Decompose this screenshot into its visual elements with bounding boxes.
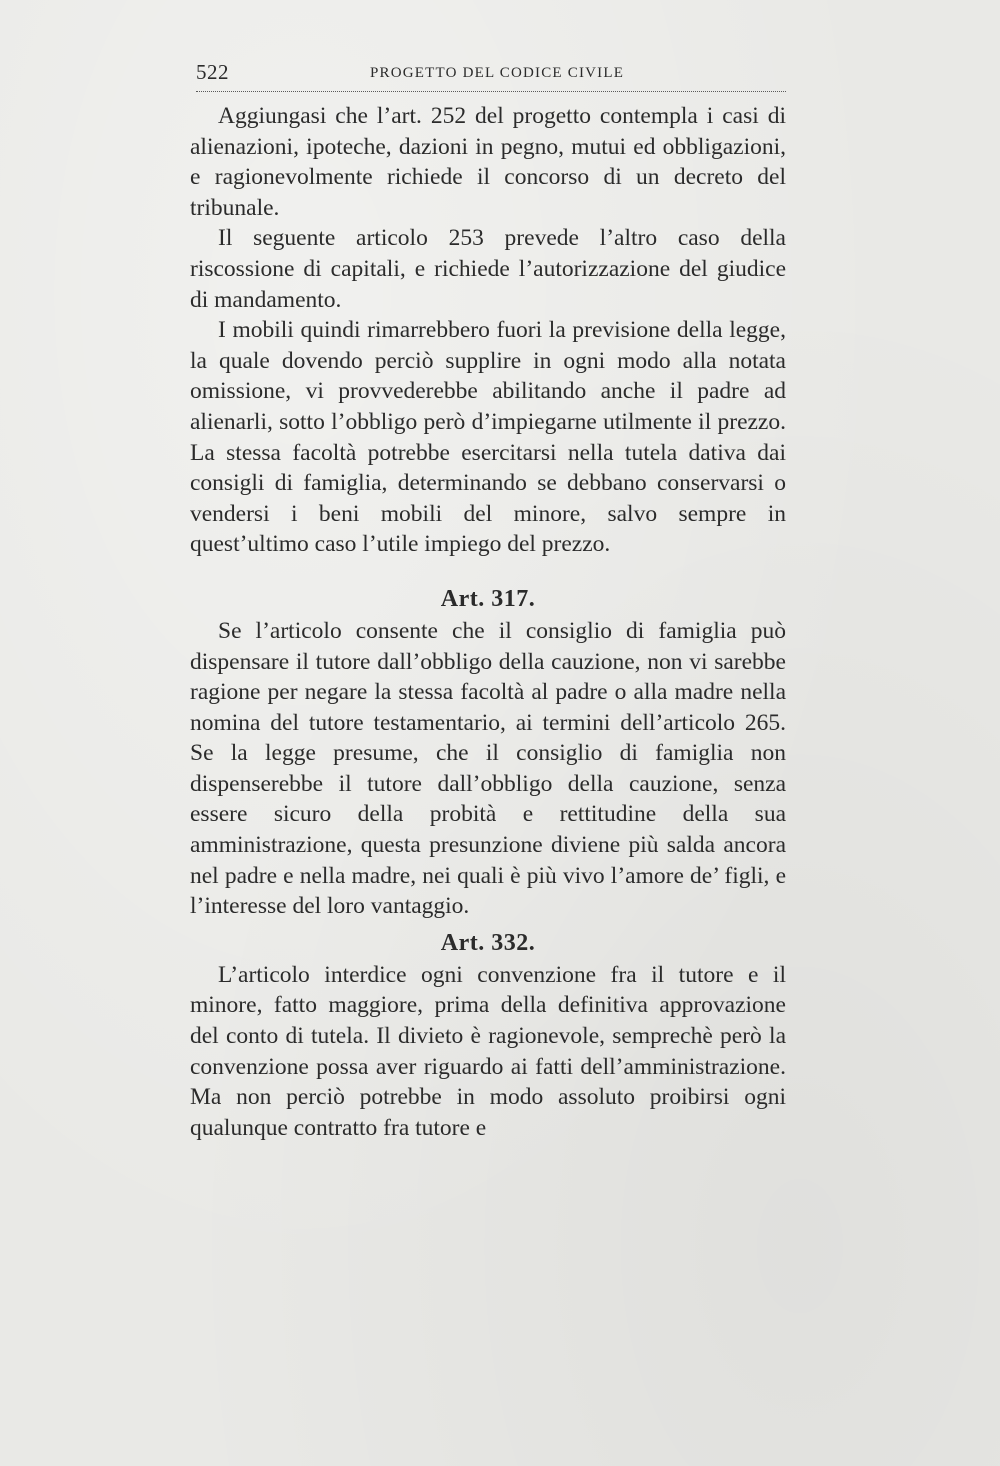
running-head — [196, 60, 786, 90]
paragraph: Se l’articolo consente che il consiglio di famiglia può dispensare il tutore dall’obbligo della cauzione, non vi sarebbe ragione per negare la stessa facoltà al padre o alla madre nella nomina del tutore testamentario, ai termini dell’articolo 265. Se la legge presume, che il consiglio di famiglia non dispenserebbe il tutore dall’obbligo della cauzione, senza essere sicuro della probità e rettitudine della sua amministrazione, questa presunzione diviene più salda ancora nel padre e nella madre, nei quali è più vivo l’amore de’ figli, e l’interesse del loro vantaggio. — [190, 617, 786, 920]
header-rule — [196, 91, 786, 92]
article-heading: Art. 317. — [440, 585, 536, 612]
page-number: 522 — [196, 60, 229, 84]
paragraph: L’articolo interdice ogni convenzione fra il tutore e il minore, fatto maggiore, prima della definitiva approvazione del conto di tutela. Il divieto è ragionevole, semprechè però la convenzione possa aver riguardo ai fatti dell’amministrazione. Ma non perciò potrebbe in modo assoluto proibirsi ogni qualunque contratto fra tutore e — [190, 961, 786, 1141]
paragraph: Aggiungasi che l’art. 252 del progetto contempla i casi di alienazioni, ipoteche, dazioni in pegno, mutui ed obbligazioni, e ragionevolmente richiede il concorso di un decreto del tribunale. — [190, 103, 786, 221]
running-title: PROGETTO DEL CODICE CIVILE — [370, 65, 625, 81]
article-heading: Art. 332. — [440, 929, 536, 956]
paragraph: Il seguente articolo 253 prevede l’altro caso della riscossione di capitali, e richiede l’autorizzazione del giudice di mandamento. — [190, 225, 786, 313]
paragraph: I mobili quindi rimarrebbero fuori la previsione della legge, la quale dovendo perciò supplire in ogni modo alla notata omissione, vi provvederebbe abilitando anche il padre ad alienarli, sotto l’obbligo però d’impiegarne utilmente il prezzo. La stessa facoltà potrebbe esercitarsi nella tutela dativa dai consigli di famiglia, determinando se debbano conservarsi o vendersi i beni mobili del minore, salvo sempre in quest’ultimo caso l’utile impiego del prezzo. — [190, 317, 786, 558]
body-text — [190, 101, 786, 1143]
